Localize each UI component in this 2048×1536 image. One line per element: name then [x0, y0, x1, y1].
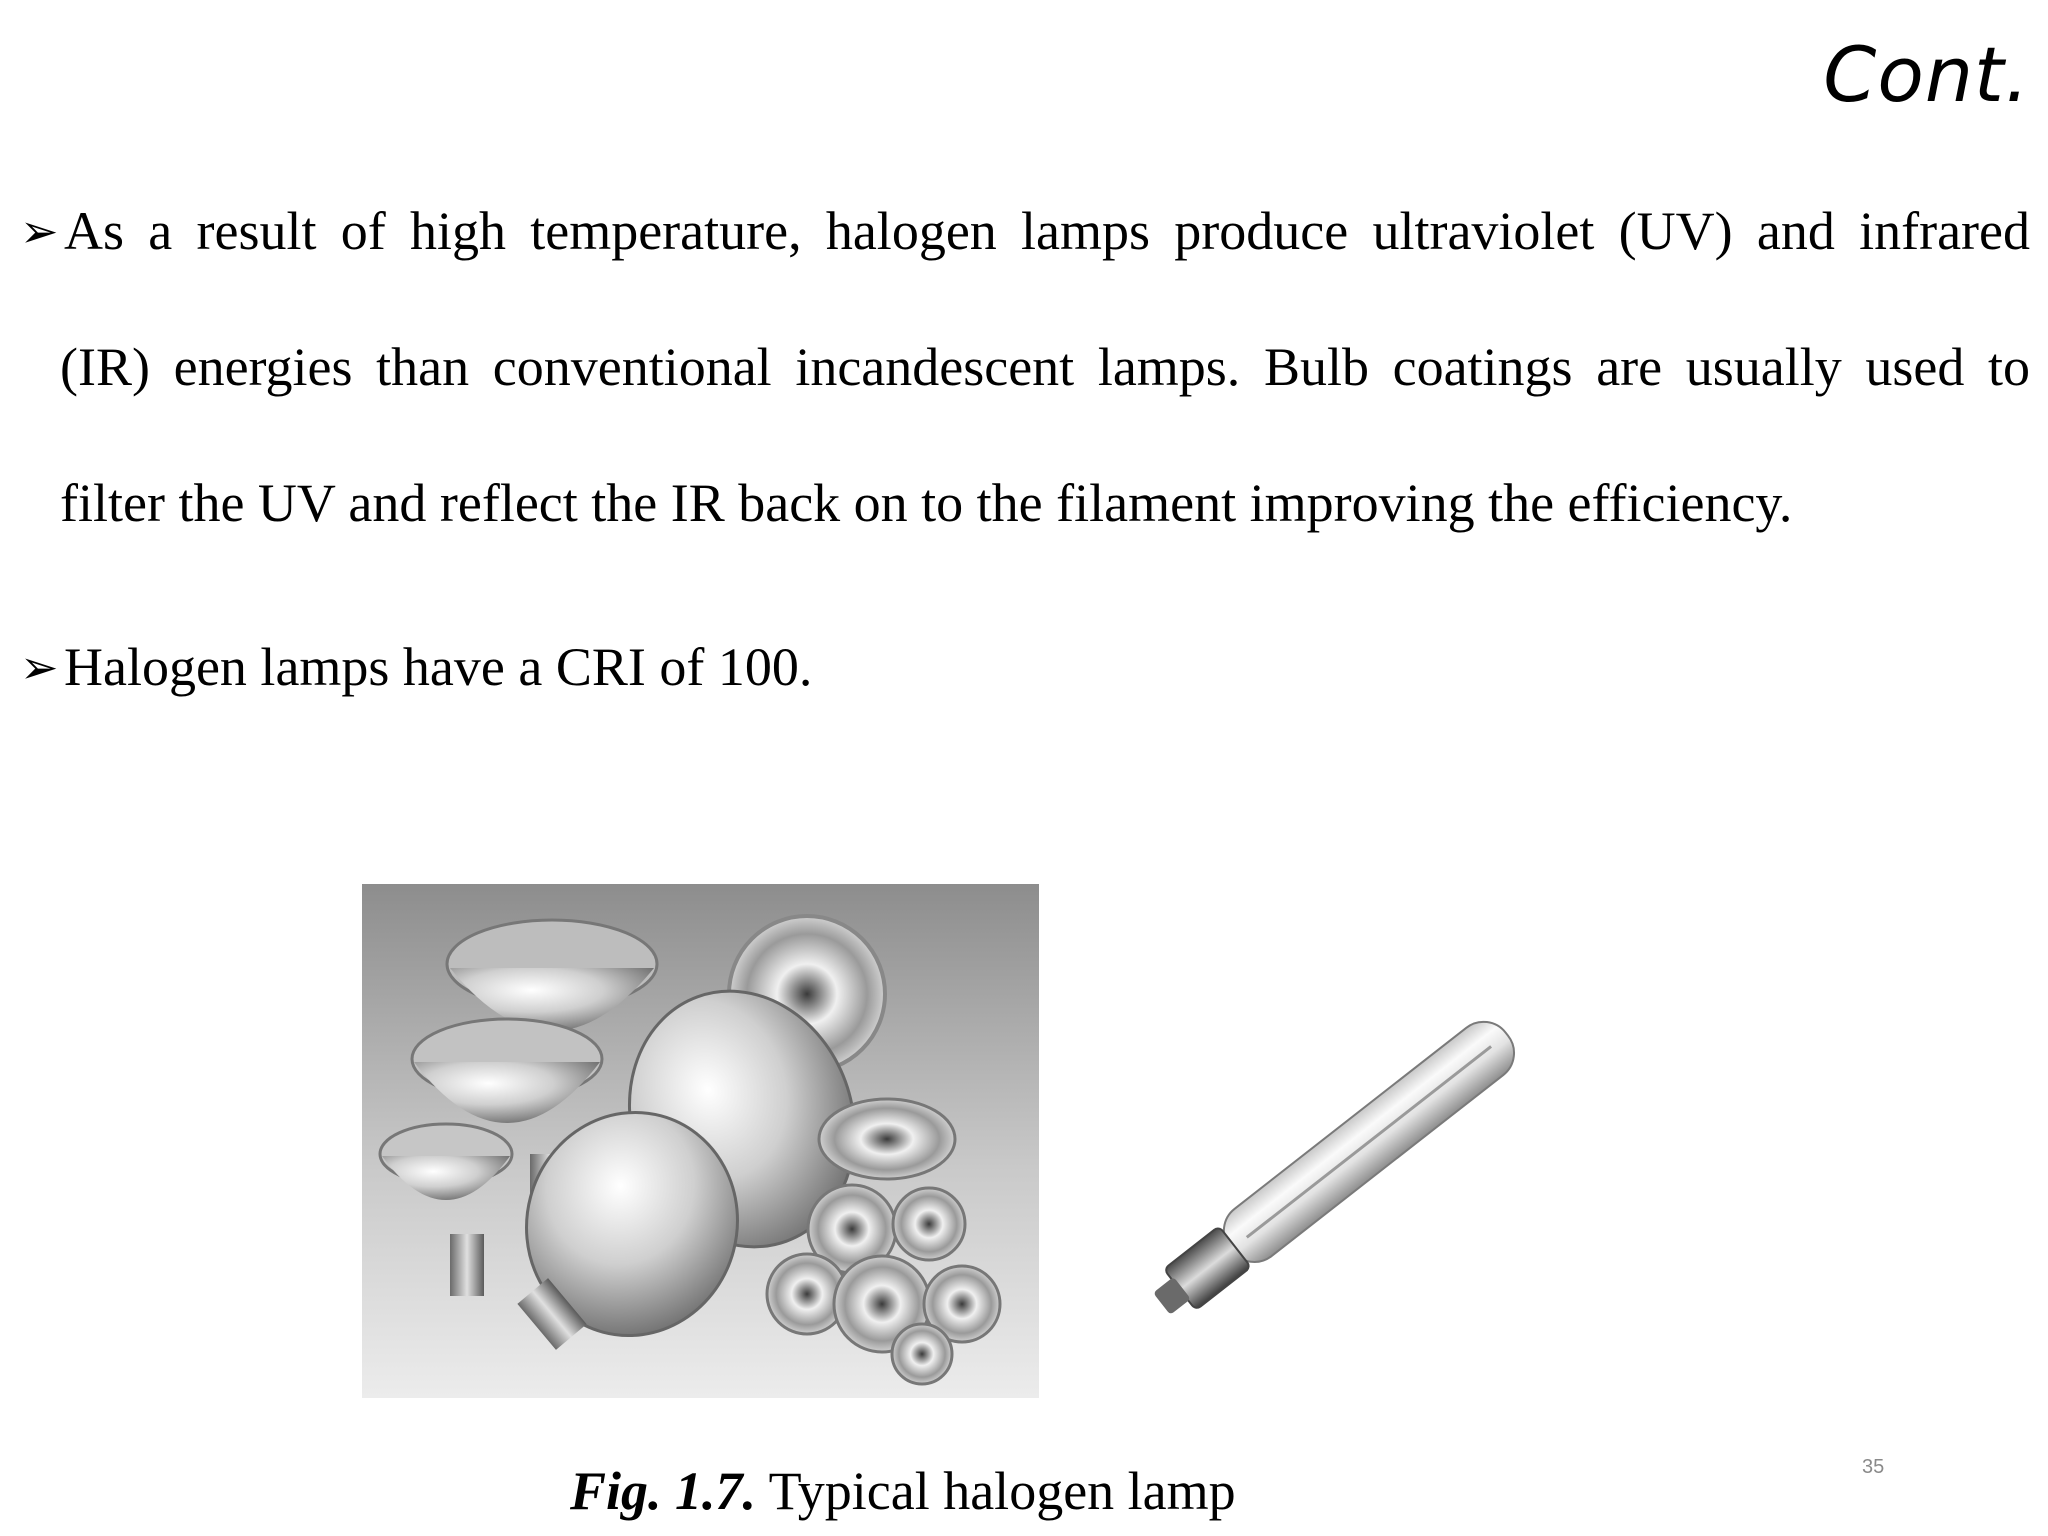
bullet-1-line-1: [20, 200, 2030, 262]
bullet-1-line-3: filter the UV and reflect the IR back on to the filament improving the efficiency.: [60, 473, 1793, 533]
bullet-1-line-2: (IR) energies than conventional incandescent lamps. Bulb coatings are usually used to: [60, 337, 2030, 397]
figure-label: Fig. 1.7.: [570, 1461, 757, 1521]
arrow-bullet-icon: ➢: [20, 204, 59, 258]
figure-caption-text: Typical halogen lamp: [768, 1461, 1236, 1521]
figure-caption: [570, 1460, 1236, 1522]
bullet-text: Halogen lamps have a CRI of 100.: [64, 637, 813, 697]
page-number: 35: [1862, 1456, 1885, 1478]
bullet-text: As a result of high temperature, halogen lamps produce ultraviolet (UV) and infrared: [64, 201, 2030, 261]
arrow-bullet-icon: ➢: [20, 640, 59, 694]
halogen-lamps-assortment-image: [362, 884, 1039, 1398]
slide-title: Cont.: [1823, 30, 2030, 119]
halogen-tube-image: [1125, 960, 1605, 1330]
bullet-2-line-1: [20, 636, 812, 698]
